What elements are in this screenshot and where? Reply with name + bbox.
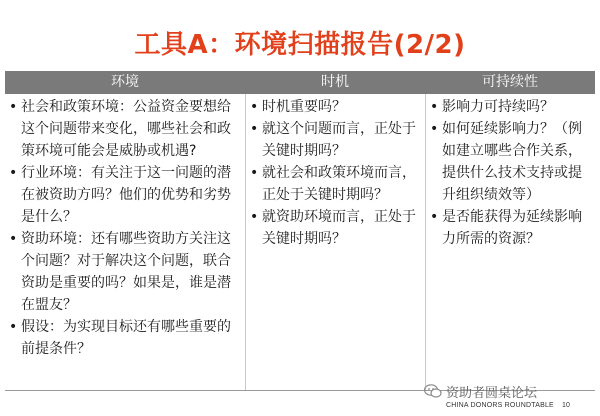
column-header-timing: 时机 xyxy=(321,74,349,90)
bullet-icon: • xyxy=(9,165,18,181)
bullet-icon: • xyxy=(430,121,439,137)
footer-brand: 资助者圆桌论坛 xyxy=(446,386,538,401)
list-item-text: 行业环境：有关注于这一问题的潜在被资助方吗？他们的优势和劣势是什么？ xyxy=(21,165,231,225)
bullet-icon: • xyxy=(250,99,259,115)
bullet-icon: • xyxy=(430,99,439,115)
list-item-text: 影响力可持续吗？ xyxy=(442,99,554,115)
list-item xyxy=(430,96,589,118)
footer-subtitle xyxy=(446,402,570,409)
sustainability-cell xyxy=(425,94,595,390)
bullet-icon: • xyxy=(250,121,259,137)
list-item xyxy=(250,118,419,162)
table-body-row xyxy=(5,94,595,391)
list-item xyxy=(9,228,239,316)
list-item-text: 社会和政策环境：公益资金要想给这个问题带来变化，哪些社会和政策环境可能会是威胁或机遇? xyxy=(21,99,231,159)
list-item xyxy=(430,118,589,206)
footer-logo xyxy=(424,382,537,401)
bullet-icon: • xyxy=(430,209,439,225)
bullet-icon: • xyxy=(9,99,18,115)
table-header xyxy=(5,71,595,94)
list-item-text: 就社会和政策环境而言，正处于关键时期吗？ xyxy=(262,165,416,203)
column-header-environment: 环境 xyxy=(111,74,139,90)
footer-subtitle-text: CHINA DONORS ROUNDTABLE xyxy=(446,402,554,409)
bullet-icon: • xyxy=(250,165,259,181)
list-item-text: 如何延续影响力？（例如建立哪些合作关系，提供什么技术支持或提升组织绩效等） xyxy=(442,121,582,203)
list-item xyxy=(9,316,239,360)
wechat-icon xyxy=(424,384,442,399)
list-item-text: 就这个问题而言，正处于关键时期吗？ xyxy=(262,121,416,159)
list-item xyxy=(250,96,419,118)
list-item xyxy=(9,96,239,162)
report-table xyxy=(5,71,595,391)
column-header-sustainability: 可持续性 xyxy=(482,74,538,90)
bullet-icon: • xyxy=(9,231,18,247)
list-item xyxy=(9,162,239,228)
environment-cell xyxy=(5,94,245,390)
list-item-text: 资助环境：还有哪些资助方关注这个问题？对于解决这个问题，联合资助是重要的吗？如果是，谁是潜在盟友？ xyxy=(21,231,231,313)
bullet-icon: • xyxy=(9,319,18,335)
list-item xyxy=(250,206,419,250)
list-item-text: 是否能获得为延续影响力所需的资源？ xyxy=(442,209,582,247)
bullet-icon: • xyxy=(250,209,259,225)
list-item xyxy=(430,206,589,250)
list-item-text: 时机重要吗？ xyxy=(262,99,346,115)
list-item xyxy=(250,162,419,206)
list-item-text: 假设：为实现目标还有哪些重要的前提条件？ xyxy=(21,319,231,357)
page-number: 10 xyxy=(561,402,571,409)
timing-cell xyxy=(245,94,425,390)
list-item-text: 就资助环境而言，正处于关键时期吗？ xyxy=(262,209,416,247)
page-title: 工具A：环境扫描报告(2/2) xyxy=(134,30,466,60)
